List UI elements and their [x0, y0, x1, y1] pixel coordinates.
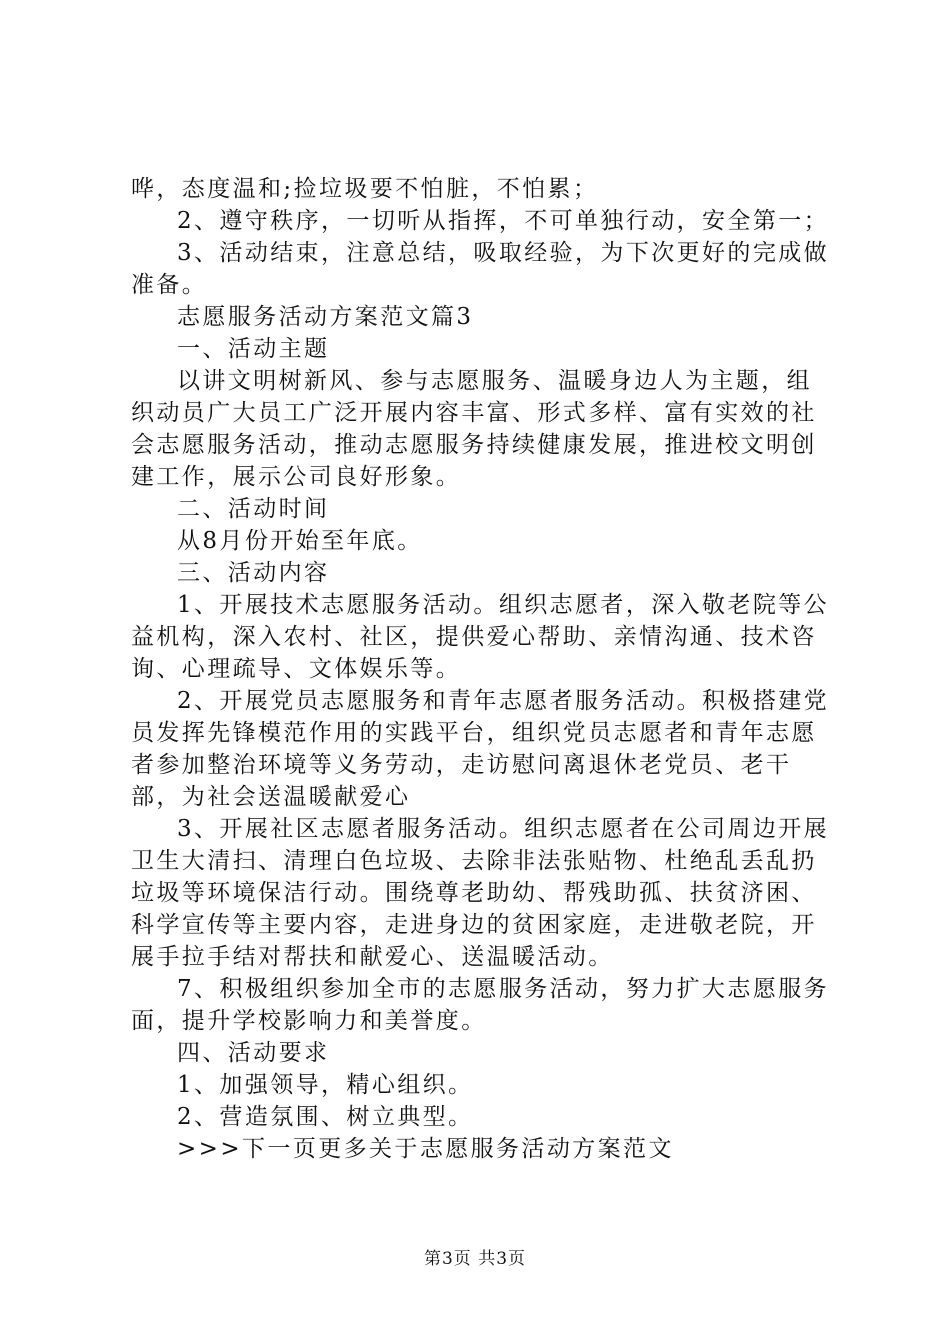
paragraph-content-2: 2、开展党员志愿服务和青年志愿者服务活动。积极搭建党员发挥先锋模范作用的实践平台，组织党员志愿者和青年志愿者参加整治环境等义务劳动，走访慰问离退休老党员、老干部，为社会送温暖献爱心: [131, 688, 830, 810]
document-body: [131, 173, 831, 1165]
paragraph-theme: 以讲文明树新风、参与志愿服务、温暖身边人为主题，组织动员广大员工广泛开展内容丰富、形式多样、富有实效的社会志愿服务活动，推动志愿服务持续健康发展，推进校文明创建工作，展示公司良好形象。: [131, 368, 817, 490]
next-page-link[interactable]: >>>下一页更多关于志愿服务活动方案范文: [177, 1136, 674, 1162]
paragraph-requirement-1: 1、加强领导，精心组织。: [177, 1072, 474, 1098]
page-footer: [0, 1244, 950, 1269]
paragraph-rule-order: 2、遵守秩序，一切听从指挥，不可单独行动，安全第一；: [177, 208, 830, 234]
section-title: 志愿服务活动方案范文篇3: [177, 304, 474, 330]
paragraph-continuation: 哗，态度温和;捡垃圾要不怕脏，不怕累；: [131, 176, 599, 202]
paragraph-rule-summary: 3、活动结束，注意总结，吸取经验，为下次更好的完成做准备。: [131, 240, 830, 298]
paragraph-content-7: 7、积极组织参加全市的志愿服务活动，努力扩大志愿服务面，提升学校影响力和美誉度。: [131, 976, 830, 1034]
paragraph-requirement-2: 2、营造氛围、树立典型。: [177, 1104, 474, 1130]
page-number-label: 第3页 共3页: [423, 1249, 527, 1269]
heading-requirements: 四、活动要求: [177, 1040, 330, 1066]
paragraph-time: 从8月份开始至年底。: [177, 528, 423, 554]
paragraph-content-3: 3、开展社区志愿者服务活动。组织志愿者在公司周边开展卫生大清扫、清理白色垃圾、去除非法张贴物、杜绝乱丢乱扔垃圾等环境保洁行动。围绕尊老助幼、帮残助孤、扶贫济困、科学宣传等主要内容，走进身边的贫困家庭，走进敬老院，开展手拉手结对帮扶和献爱心、送温暖活动。: [131, 816, 830, 970]
paragraph-content-1: 1、开展技术志愿服务活动。组织志愿者，深入敬老院等公益机构，深入农村、社区，提供爱心帮助、亲情沟通、技术咨询、心理疏导、文体娱乐等。: [131, 592, 830, 682]
heading-theme: 一、活动主题: [177, 336, 330, 362]
heading-time: 二、活动时间: [177, 496, 330, 522]
heading-content: 三、活动内容: [177, 560, 330, 586]
